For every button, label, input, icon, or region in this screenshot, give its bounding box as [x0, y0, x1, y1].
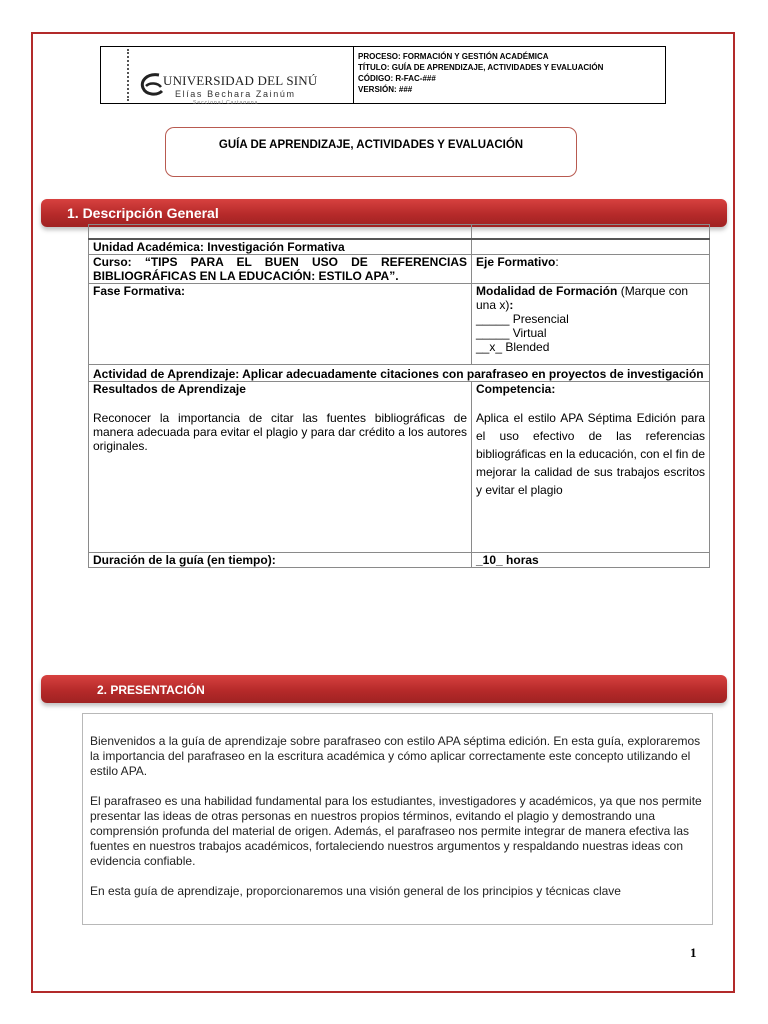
presentation-paragraph: El parafraseo es una habilidad fundamental para los estudiantes, investigadores y académicos, ya que nos permite presentar las ideas de otras personas en nuestros propios términos, evitando el plagio y demostrando una comprensión profunda del material de origen. Además, el parafraseo nos permite integrar de manera efectiva las fuentes en nuestros trabajos académicos, fortaleciendo nuestros argumentos y respaldando nuestras ideas con evidencia confiable.	[90, 794, 702, 868]
table-row	[89, 365, 710, 382]
duracion-value: _10_ horas	[472, 553, 710, 568]
option-presencial: _____ Presencial	[476, 312, 569, 326]
header-titulo: TÍTULO: GUÍA DE APRENDIZAJE, ACTIVIDADES Y EVALUACIÓN	[358, 63, 604, 72]
table-row	[89, 255, 710, 284]
option-virtual: _____ Virtual	[476, 326, 547, 340]
university-logo	[101, 47, 354, 103]
document-header	[100, 46, 666, 104]
header-info	[354, 47, 665, 103]
table-row	[89, 553, 710, 568]
presentation-box	[82, 713, 713, 925]
actividad-aprendizaje: Actividad de Aprendizaje: Aplicar adecuadamente citaciones con parafraseo en proyectos de investigación	[89, 365, 710, 382]
university-name: UNIVERSIDAD DEL SINÚ	[163, 73, 318, 88]
competencia: Competencia: Aplica el estilo APA Séptima Edición para el uso efectivo de las referencias bibliográficas en la educación, con el fin de mejorar la calidad de sus trabajos escritos y evitar el plagio	[472, 382, 710, 553]
fase-formativa: Fase Formativa:	[89, 284, 472, 365]
header-version: VERSIÓN: ###	[358, 85, 413, 94]
header-proceso: PROCESO: FORMACIÓN Y GESTIÓN ACADÉMICA	[358, 52, 549, 61]
curso-name: Curso: “TIPS PARA EL BUEN USO DE REFERENCIAS BIBLIOGRÁFICAS EN LA EDUCACIÓN: ESTILO APA”.	[89, 255, 472, 284]
header-codigo: CÓDIGO: R-FAC-###	[358, 74, 436, 83]
table-row	[89, 284, 710, 365]
table-row	[89, 239, 710, 255]
duracion-label: Duración de la guía (en tiempo):	[89, 553, 472, 568]
university-campus: Seccional Cartagena	[193, 100, 259, 104]
resultados-aprendizaje: Resultados de Aprendizaje Reconocer la importancia de citar las fuentes bibliográficas de manera adecuada para evitar el plagio y para dar crédito a los autores originales.	[89, 382, 472, 553]
document-title: GUÍA DE APRENDIZAJE, ACTIVIDADES Y EVALUACIÓN	[165, 127, 577, 177]
unidad-academica: Unidad Académica: Investigación Formativa	[89, 239, 472, 255]
table-row	[89, 382, 710, 553]
presentation-paragraph: Bienvenidos a la guía de aprendizaje sobre parafraseo con estilo APA séptima edición. En esta guía, exploraremos la importancia del parafraseo en la escritura académica y cómo aplicar correctamente este concepto utilizando el estilo APA.	[90, 734, 701, 778]
university-subname: Elías Bechara Zainúm	[175, 89, 296, 99]
modalidad-formacion: Modalidad de Formación (Marque con una x): _____ Presencial _____ Virtual __x_ Blended	[472, 284, 710, 365]
section-heading-descripcion: 1. Descripción General	[41, 199, 727, 227]
presentation-paragraph: En esta guía de aprendizaje, proporcionaremos una visión general de los principios y técnicas clave	[90, 884, 621, 898]
description-table	[88, 224, 710, 568]
table-row	[89, 225, 710, 240]
page-number: 1	[690, 945, 697, 960]
logo-vine-ornament	[127, 49, 134, 101]
option-blended: __x_ Blended	[476, 340, 550, 354]
eje-formativo: Eje Formativo:	[472, 255, 710, 284]
section-heading-presentacion: 2. PRESENTACIÓN	[41, 675, 727, 703]
